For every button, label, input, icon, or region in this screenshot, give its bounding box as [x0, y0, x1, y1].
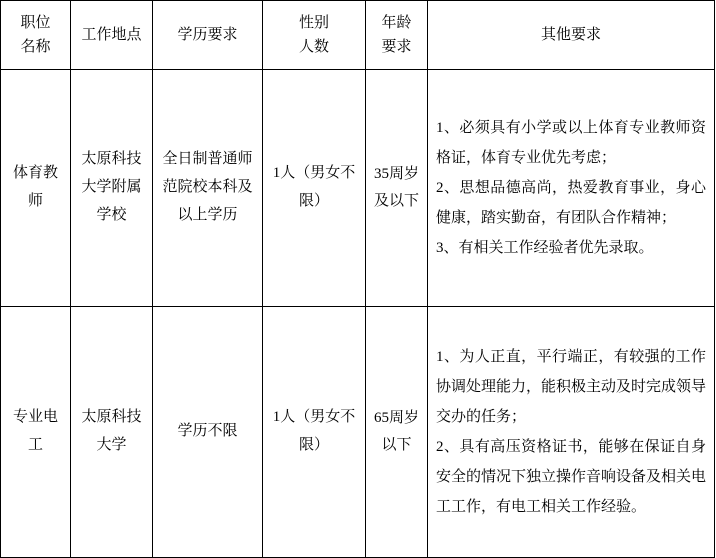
column-header-gender-count — [263, 1, 366, 70]
cell-age — [366, 70, 428, 307]
cell-gender-count — [263, 70, 366, 307]
job-title-value: 专业电工 — [12, 409, 58, 453]
other-requirement-item: 1、为人正直，平行端正，有较强的工作协调处理能力，能积极主动及时完成领导交办的任务； — [436, 349, 707, 425]
work-place-value: 太原科技大学 — [81, 409, 142, 453]
other-requirements-list — [428, 107, 714, 269]
column-header-title-line2: 名称 — [20, 39, 51, 55]
cell-education — [153, 307, 263, 558]
column-header-gender-line1: 性别 — [298, 15, 329, 31]
column-header-title-line1: 职位 — [20, 15, 51, 31]
column-header-place — [71, 1, 153, 70]
table-header-row — [1, 1, 715, 70]
age-value: 35周岁及以下 — [373, 166, 419, 209]
other-requirement-item: 3、有相关工作经验者优先录取。 — [436, 240, 654, 256]
cell-job-title — [1, 307, 71, 558]
work-place-value: 太原科技大学附属学校 — [81, 151, 142, 223]
column-header-age — [366, 1, 428, 70]
table-body — [1, 70, 715, 558]
cell-work-place — [71, 307, 153, 558]
cell-work-place — [71, 70, 153, 307]
gender-count-value: 1人（男女不限） — [272, 165, 356, 209]
table-row — [1, 307, 715, 558]
gender-count-value: 1人（男女不限） — [272, 409, 356, 453]
column-header-place-label: 工作地点 — [81, 27, 142, 43]
cell-other-requirements — [428, 70, 715, 307]
column-header-title — [1, 1, 71, 70]
table-header — [1, 1, 715, 70]
column-header-age-line2: 要求 — [381, 39, 412, 55]
column-header-education — [153, 1, 263, 70]
education-value: 全日制普通师范院校本科及以上学历 — [162, 151, 253, 223]
other-requirement-item: 2、思想品德高尚，热爱教育事业，身心健康，踏实勤奋，有团队合作精神； — [436, 180, 706, 226]
other-requirement-item: 1、必须具有小学或以上体育专业教师资格证，体育专业优先考虑； — [436, 120, 706, 166]
column-header-education-label: 学历要求 — [177, 27, 238, 43]
cell-age — [366, 307, 428, 558]
column-header-other — [428, 1, 715, 70]
table-row — [1, 70, 715, 307]
age-value: 65周岁以下 — [373, 410, 419, 453]
job-title-value: 体育教师 — [12, 165, 58, 209]
column-header-gender-line2: 人数 — [298, 39, 329, 55]
other-requirement-item: 2、具有高压资格证书，能够在保证自身安全的情况下独立操作音响设备及相关电工工作，有电工相关工作经验。 — [436, 439, 707, 515]
cell-education — [153, 70, 263, 307]
education-value: 学历不限 — [177, 423, 238, 440]
column-header-age-line1: 年龄 — [381, 15, 412, 31]
cell-job-title — [1, 70, 71, 307]
other-requirements-list — [428, 336, 714, 528]
cell-other-requirements — [428, 307, 715, 558]
cell-gender-count — [263, 307, 366, 558]
column-header-other-label: 其他要求 — [540, 27, 601, 43]
